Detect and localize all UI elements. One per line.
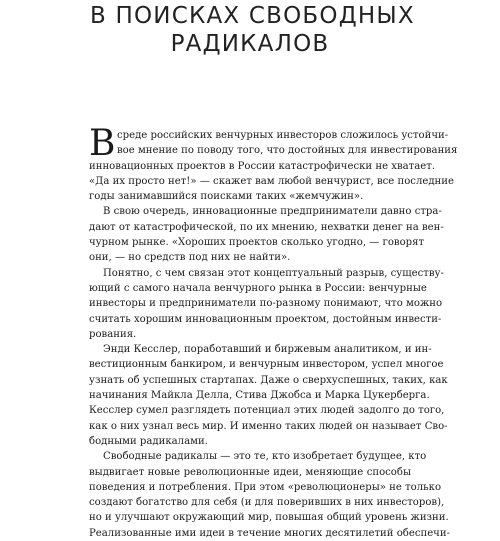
text-line: ющий с самого начала венчурного рынка в России: венчурные <box>89 282 427 294</box>
text-line: выдвигает новые революционные идеи, меняющие способы <box>89 466 411 478</box>
text-line: бодными радикалами. <box>89 435 208 447</box>
text-line: поведения и потребления. При этом «революционеры» не только <box>89 481 442 493</box>
text-line: считать хорошим инновационным проектом, достойным инвести- <box>89 313 442 325</box>
text-line: В свою очередь, инновационные предприниматели давно стра- <box>103 206 442 218</box>
text-line: как о них узнал весь мир. И именно таких людей он называет Сво- <box>89 420 448 432</box>
text-line: вестиционным банкиром, и венчурным инвестором, успел многое <box>89 359 444 371</box>
body-text <box>89 123 458 541</box>
text-line: вое мнение по поводу того, что достойных для инвестирования <box>117 145 458 157</box>
text-line: Кесслер сумел разглядеть потенциал этих людей задолго до того, <box>89 405 445 417</box>
chapter-title-line-2: РАДИКАЛОВ <box>170 31 330 57</box>
text-line: начинания Майкла Делла, Стива Джобса и Марка Цукерберга. <box>89 390 430 402</box>
drop-cap: В <box>89 123 116 164</box>
chapter-title <box>90 2 415 58</box>
text-line: они, — но средств под них не найти». <box>89 252 291 264</box>
text-line: но и улучшают окружающий мир, повышая общий уровень жизни. <box>89 512 449 524</box>
chapter-title-line-1: В ПОИСКАХ СВОБОДНЫХ <box>90 3 415 29</box>
text-line: дают от катастрофической, по их мнению, нехватки денег на вен- <box>89 221 444 233</box>
text-line: Энди Кесслер, поработавший и биржевым аналитиком, и ин- <box>103 344 432 356</box>
text-line: Реализованные ими идеи в течение многих десятилетий обеспечи- <box>89 527 450 539</box>
text-line: чурном рынке. «Хороших проектов сколько угодно, — говорят <box>89 237 425 249</box>
text-line: рования. <box>89 328 137 340</box>
text-line: среде российских венчурных инвесторов сложилось устойчи- <box>117 130 449 141</box>
text-line: узнать об успешных стартапах. Даже о сверхуспешных, таких, как <box>89 374 448 386</box>
text-line: годы занимавшийся поисками таких «жемчужин». <box>89 191 364 203</box>
text-line: Свободные радикалы — это те, кто изобретает будущее, кто <box>103 451 427 463</box>
text-line: создают богатство для себя (и для поверивших в них инвесторов), <box>89 497 445 509</box>
text-line: инвесторы и предприниматели по-разному понимают, что можно <box>89 298 443 310</box>
text-line: «Да их просто нет!» — скажет вам любой венчурист, все последние <box>89 175 454 187</box>
text-line: Понятно, с чем связан этот концептуальный разрыв, существу- <box>103 267 444 279</box>
text-line: инновационных проектов в России катастрофически не хватает. <box>89 160 436 172</box>
